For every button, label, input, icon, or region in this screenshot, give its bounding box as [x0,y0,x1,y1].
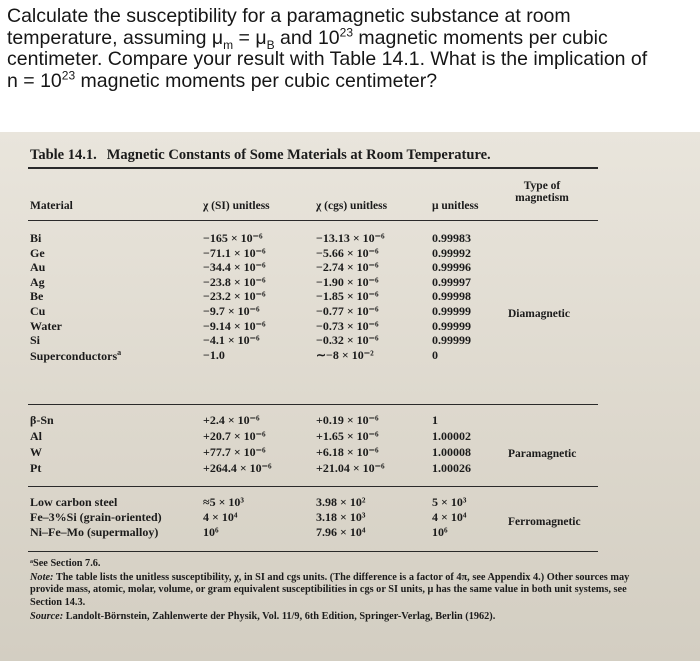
header-type: Type of magnetism [515,180,569,204]
question-line-1: Calculate the susceptibility for a paramagnetic substance at room [7,5,571,27]
table-row [0,525,700,538]
cell-mu: 1.00008 [432,445,471,459]
cell-si: −71.1 × 10⁻⁶ [203,245,266,260]
cell-material: Superconductors$^a$ [30,347,122,363]
cell-material: Al [30,429,42,443]
question-line-2: temperature, assuming $\mu_m = \mu_B$ and $10^{23}$ magnetic moments per cubic [7,25,608,52]
cell-cgs: −5.66 × 10⁻⁶ [316,245,379,260]
cell-si: +20.7 × 10⁻⁶ [203,429,266,443]
table-row [0,289,700,302]
table-row [0,246,700,259]
header-si: χ (SI) unitless [203,200,270,212]
header-material: Material [30,200,73,212]
cell-mu: 0.99999 [432,304,471,318]
cell-material: Pt [30,461,42,475]
cell-material: Cu [30,304,46,318]
cell-mu: 0.99998 [432,289,471,304]
cell-mu: 0.99996 [432,260,471,275]
source: Source: Landolt-Börnstein, Zahlenwerte der Physik, Vol. 11/9, 6th Edition, Springer-Verlag, Berlin (1962). [30,610,496,622]
table-row [0,304,700,317]
table-row [0,495,700,508]
cell-si: −23.2 × 10⁻⁶ [203,289,266,304]
cell-si: +77.7 × 10⁻⁶ [203,445,266,459]
cell-mu: 0 [432,347,438,362]
cell-material: Si [30,333,41,348]
table-row [0,275,700,288]
table-photo [0,132,700,661]
cell-material: Low carbon steel [30,495,118,509]
divider-para-ferro [28,486,598,487]
table-row [0,333,700,346]
cell-cgs: −1.90 × 10⁻⁶ [316,274,379,289]
cell-si: −1.0 [203,347,225,362]
cell-mu: 1.00026 [432,461,471,475]
cell-material: Au [30,260,46,275]
cell-mu: 1 [432,413,438,427]
question-line-3: centimeter. Compare your result with Table 14.1. What is the implication of [7,48,648,70]
cell-cgs: ∼−8 × 10⁻² [316,347,374,362]
question-text [7,6,693,92]
title-rule [28,167,598,169]
cell-si: −4.1 × 10⁻⁶ [203,333,260,348]
cell-cgs: +6.18 × 10⁻⁶ [316,445,379,459]
cell-cgs: −13.13 × 10⁻⁶ [316,231,385,245]
cell-material: Ge [30,245,45,260]
cell-material: β-Sn [30,413,54,427]
cell-si: +2.4 × 10⁻⁶ [203,413,260,427]
table-row [0,319,700,332]
cell-mu: 4 × 10⁴ [432,510,467,525]
cell-si: −9.7 × 10⁻⁶ [203,304,260,318]
group-label-paramagnetic: Paramagnetic [508,448,577,460]
cell-material: Water [30,318,62,333]
table-row [0,461,700,474]
cell-cgs: +0.19 × 10⁻⁶ [316,413,379,427]
header-cgs: χ (cgs) unitless [316,200,388,212]
cell-cgs: +21.04 × 10⁻⁶ [316,461,385,475]
cell-cgs: +1.65 × 10⁻⁶ [316,429,379,443]
note: Note: The table lists the unitless susceptibility, χ, in SI and cgs units. (The difference is a factor of 4π, see Appendix 4.) Other sources may provide mass, atomic, molar, volume, or gram equivalent susceptibilities in cgs or SI units, μ has the same value in both unit systems, see Section 14.3. [30,572,630,608]
cell-mu: 0.99999 [432,333,471,348]
cell-si: −34.4 × 10⁻⁶ [203,260,266,275]
cell-mu: 0.99992 [432,245,471,260]
table-row [0,429,700,442]
group-label-diamagnetic: Diamagnetic [508,308,570,320]
cell-material: Fe–3%Si (grain-oriented) [30,510,162,525]
cell-cgs: 3.98 × 10² [316,495,366,509]
cell-si: +264.4 × 10⁻⁶ [203,461,272,475]
table-title: Table 14.1. Magnetic Constants of Some Materials at Room Temperature. [30,147,491,163]
header-mu: μ unitless [432,200,479,212]
cell-cgs: 7.96 × 10⁴ [316,525,366,540]
group-label-ferromagnetic: Ferromagnetic [508,516,581,528]
table-row [0,260,700,273]
cell-material: Be [30,289,44,304]
cell-cgs: −0.32 × 10⁻⁶ [316,333,379,348]
cell-si: 4 × 10⁴ [203,510,238,525]
footnote: ᵃSee Section 7.6. [30,558,101,569]
cell-material: Bi [30,231,42,245]
cell-si: 10⁶ [203,525,219,540]
cell-material: Ag [30,274,45,289]
header-rule [28,220,598,221]
cell-mu: 0.99983 [432,231,471,245]
table-row [0,348,700,361]
table-notes [30,558,640,625]
table-row [0,413,700,426]
table-row [0,231,700,244]
divider-dia-para [28,404,598,405]
cell-cgs: −1.85 × 10⁻⁶ [316,289,379,304]
cell-si: −9.14 × 10⁻⁶ [203,318,266,333]
cell-material: W [30,445,42,459]
cell-mu: 0.99997 [432,274,471,289]
cell-si: −165 × 10⁻⁶ [203,231,263,245]
bottom-rule [28,551,598,552]
cell-mu: 1.00002 [432,429,471,443]
cell-mu: 10⁶ [432,525,448,540]
cell-si: −23.8 × 10⁻⁶ [203,274,266,289]
cell-mu: 5 × 10³ [432,495,467,509]
table-row [0,445,700,458]
table-row [0,510,700,523]
cell-cgs: 3.18 × 10³ [316,510,366,525]
cell-si: ≈5 × 10³ [203,495,245,509]
cell-material: Ni–Fe–Mo (supermalloy) [30,525,159,540]
cell-mu: 0.99999 [432,318,471,333]
cell-cgs: −0.73 × 10⁻⁶ [316,318,379,333]
cell-cgs: −0.77 × 10⁻⁶ [316,304,379,318]
question-line-4: $n = 10^{23}$ magnetic moments per cubic centimeter? [7,68,438,92]
cell-cgs: −2.74 × 10⁻⁶ [316,260,379,275]
